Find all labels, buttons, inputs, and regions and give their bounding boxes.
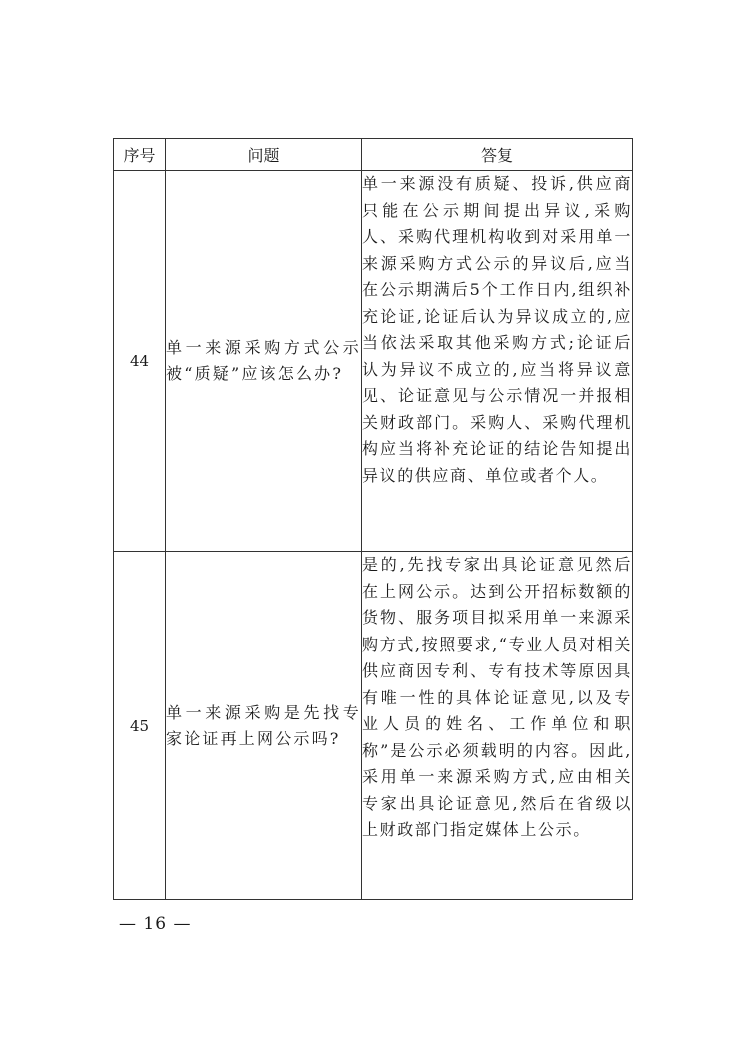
question-cell: [166, 171, 362, 552]
qa-table: [113, 138, 633, 900]
answer-text: 单一来源没有质疑、投诉,供应商只能在公示期间提出异议,采购人、采购代理机构收到对采用单一来源采购方式公示的异议后,应当在公示期满后5个工作日内,组织补充论证,论证后认为异议成立的,应当依法采取其他采购方式;论证后认为异议不成立的,应当将异议意见、论证意见与公示情况一并报相关财政部门。采购人、采购代理机构应当将补充论证的结论告知提出异议的供应商、单位或者个人。: [362, 174, 632, 485]
answer-cell: [362, 171, 633, 552]
header-number: 序号: [114, 139, 166, 171]
answer-text: 是的,先找专家出具论证意见然后在上网公示。达到公开招标数额的货物、服务项目拟采用单一来源采购方式,按照要求,“专业人员对相关供应商因专利、专有技术等原因具有唯一性的具体论证意见,以及专业人员的姓名、工作单位和职称”是公示必须载明的内容。因此,采用单一来源采购方式,应由相关专家出具论证意见,然后在省级以上财政部门指定媒体上公示。: [362, 555, 632, 839]
answer-cell: [362, 552, 633, 900]
table-row: [114, 171, 633, 552]
header-question: 问题: [166, 139, 362, 171]
table-row: [114, 552, 633, 900]
row-number: 44: [114, 171, 166, 552]
question-text: 单一来源采购方式公示被“质疑”应该怎么办?: [166, 338, 361, 383]
question-text: 单一来源采购是先找专家论证再上网公示吗?: [166, 702, 361, 748]
header-answer: 答复: [362, 139, 633, 171]
question-cell: [166, 552, 362, 900]
page-number: — 16 —: [119, 914, 192, 934]
row-number: 45: [114, 552, 166, 900]
table-header-row: [114, 139, 633, 171]
